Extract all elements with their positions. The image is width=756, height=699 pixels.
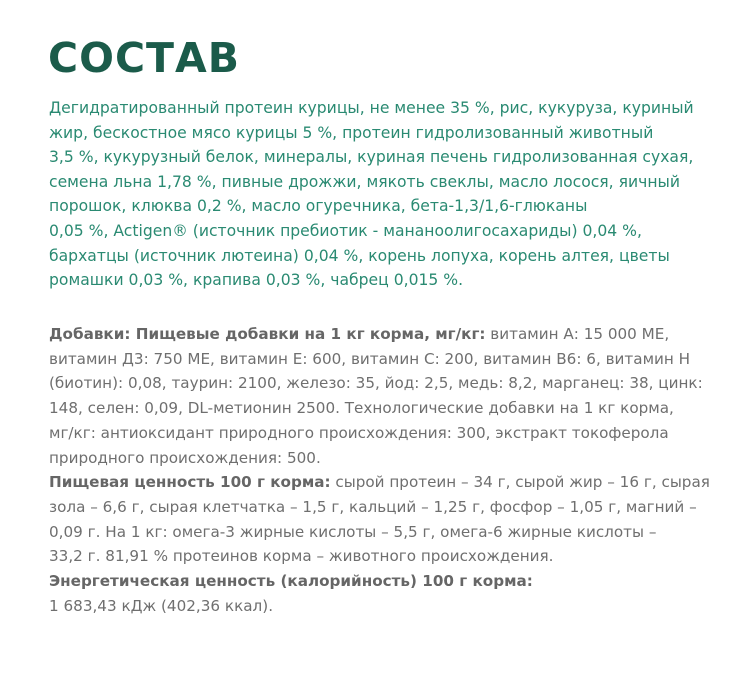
- composition-line: семена льна 1,78 %, пивные дрожжи, мякоть свеклы, масло лосося, яичный: [49, 172, 680, 191]
- nutrition-line: [49, 470, 739, 495]
- nutrition-label: Пищевая ценность 100 г корма:: [49, 473, 331, 492]
- composition-line: жир, бескостное мясо курицы 5 %, протеин гидролизованный животный: [49, 123, 654, 142]
- composition-line: 3,5 %, кукурузный белок, минералы, куриная печень гидролизованная сухая,: [49, 148, 694, 167]
- additives-line: витамин Д3: 750 МЕ, витамин Е: 600, витамин С: 200, витамин В6: 6, витамин Н: [49, 349, 691, 368]
- additives-line: [49, 322, 739, 347]
- nutrition-line: 33,2 г. 81,91 % протеинов корма – животного происхождения.: [49, 547, 554, 566]
- details-section: [49, 322, 739, 618]
- energy-label: Энергетическая ценность (калорийность) 100 г корма:: [49, 572, 533, 591]
- page-title: СОСТАВ: [48, 34, 240, 82]
- additives-line: природного происхождения: 500.: [49, 448, 321, 467]
- nutrition-line: зола – 6,6 г, сырая клетчатка – 1,5 г, кальций – 1,25 г, фосфор – 1,05 г, магний –: [49, 497, 697, 516]
- composition-line: ромашки 0,03 %, крапива 0,03 %, чабрец 0,015 %.: [49, 271, 464, 290]
- composition-line: бархатцы (источник лютеина) 0,04 %, корень лопуха, корень алтея, цветы: [49, 246, 670, 265]
- composition-line: порошок, клюква 0,2 %, масло огуречника, бета-1,3/1,6-глюканы: [49, 197, 588, 216]
- composition-text: [49, 96, 739, 293]
- energy-value: 1 683,43 кДж (402,36 ккал).: [49, 596, 274, 615]
- additives-label: Добавки: Пищевые добавки на 1 кг корма, мг/кг:: [49, 325, 486, 343]
- nutrition-text: сырой протеин – 34 г, сырой жир – 16 г, сырая: [330, 473, 710, 492]
- composition-line: 0,05 %, Actigen® (источник пребиотик - мананоолигосахариды) 0,04 %,: [49, 221, 642, 240]
- composition-line: Дегидратированный протеин курицы, не менее 35 %, рис, кукуруза, куриный: [49, 99, 694, 117]
- additives-line: (биотин): 0,08, таурин: 2100, железо: 35, йод: 2,5, медь: 8,2, марганец: 38, цинк:: [49, 374, 703, 393]
- additives-line: мг/кг: антиоксидант природного происхождения: 300, экстракт токоферола: [49, 423, 669, 442]
- energy-label-line: [49, 569, 739, 594]
- additives-text: витамин А: 15 000 МЕ,: [485, 325, 670, 343]
- nutrition-line: 0,09 г. На 1 кг: омега-3 жирные кислоты – 5,5 г, омега-6 жирные кислоты –: [49, 522, 657, 541]
- additives-line: 148, селен: 0,09, DL-метионин 2500. Технологические добавки на 1 кг корма,: [49, 399, 674, 418]
